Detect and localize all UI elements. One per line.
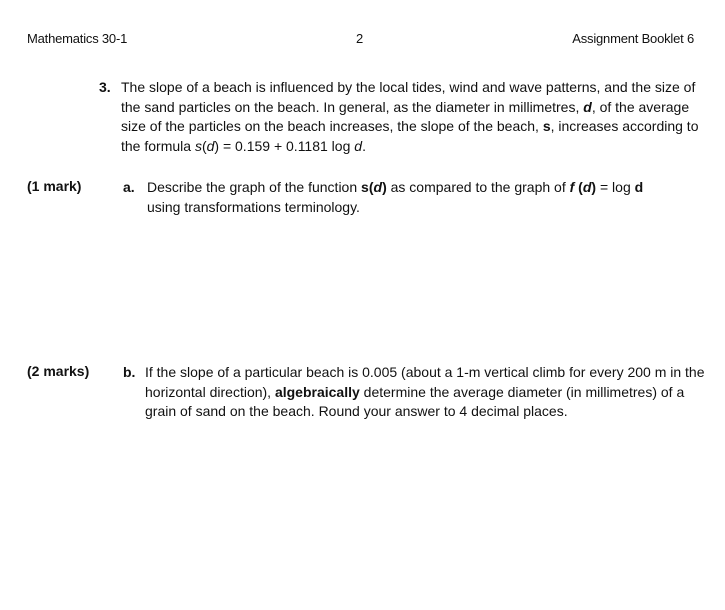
course-title: Mathematics 30-1 (27, 31, 128, 46)
question-text: The slope of a beach is influenced by the local tides, wind and wave patterns, and the size of the sand particles on the beach. In general, as the diameter in millimetres, d, of the average size of the particles on the beach increases, the slope of the beach, s, increases according to the formula s(d) = 0.159 + 0.1181 log d. (121, 79, 699, 154)
part-b-label: b. (123, 364, 136, 380)
question-3 (99, 78, 709, 156)
part-a (123, 178, 713, 217)
part-b-text: If the slope of a particular beach is 0.005 (about a 1-m vertical climb for every 200 m in the horizontal direction), algebraically determine the average diameter (in millimetres) of a grain of sand on the beach. Round your answer to 4 decimal places. (145, 364, 705, 419)
part-b-marks: (2 marks) (27, 363, 90, 379)
part-a-text: Describe the graph of the function s(d) as compared to the graph of f (d) = log d using transformations terminology. (147, 179, 644, 215)
booklet-title: Assignment Booklet 6 (572, 31, 694, 46)
question-number: 3. (99, 79, 111, 95)
part-b (123, 363, 713, 422)
part-a-marks: (1 mark) (27, 178, 82, 194)
part-a-label: a. (123, 179, 135, 195)
page-number: 2 (356, 31, 364, 46)
